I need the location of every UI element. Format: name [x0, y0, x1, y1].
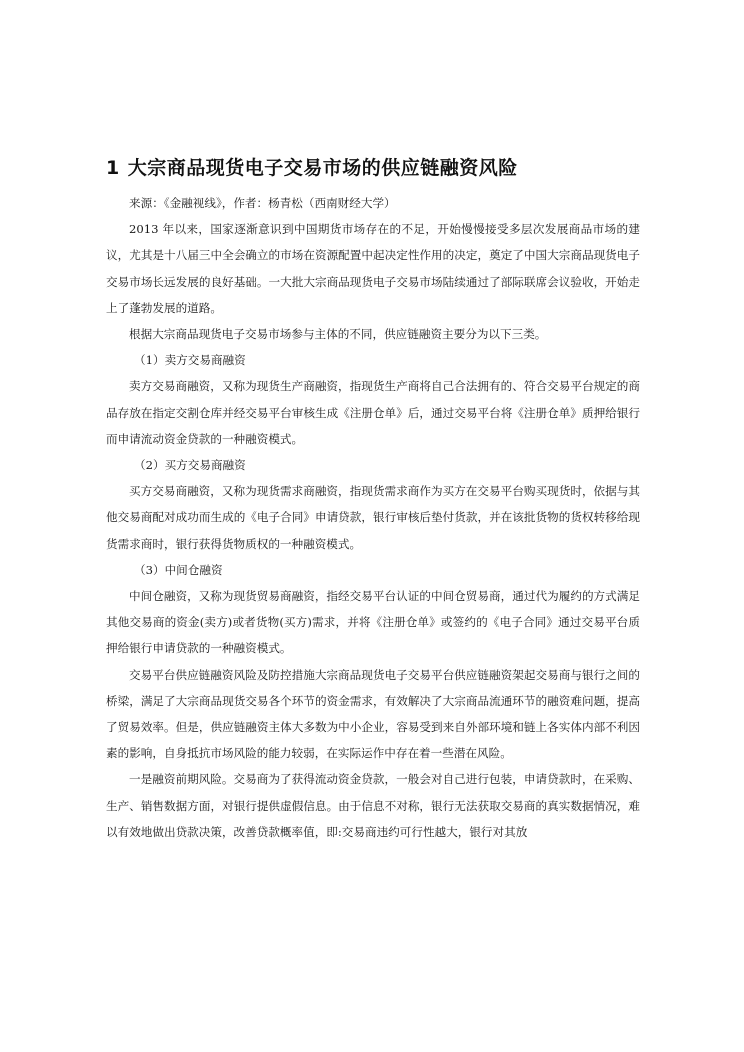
subheading-buyer-financing: （2）买方交易商融资: [134, 458, 246, 473]
paragraph-risk-overview: 交易平台供应链融资风险及防控措施大宗商品现货电子交易平台供应链融资架起交易商与银行之间的桥梁，满足了大宗商品现货交易各个环节的资金需求，有效解决了大宗商品流通环节的融资难问题，提高了贸易效率。但是，供应链融资主体大多数为中小企业，容易受到来自外部环境和链上各实体内部不利因素的影响，自身抵抗市场风险的能力较弱，在实际运作中存在着一些潜在风险。: [106, 667, 640, 761]
section-title: [106, 153, 666, 180]
paragraph-classification: 根据大宗商品现货电子交易市场参与主体的不同，供应链融资主要分为以下三类。: [129, 327, 547, 342]
paragraph-pre-financing-risk: 一是融资前期风险。交易商为了获得流动资金贷款，一般会对自己进行包装，申请贷款时，在采购、生产、销售数据方面，对银行提供虚假信息。由于信息不对称，银行无法获取交易商的真实数据情况，难以有效地做出贷款决策，改善贷款概率值，即:交易商违约可行性越大，银行对其放: [106, 772, 640, 839]
source-line: 来源：《金融视线》，作者：杨青松（西南财经大学）: [129, 196, 396, 210]
section-title-text: 大宗商品现货电子交易市场的供应链融资风险: [127, 157, 518, 179]
paragraph-seller-financing: 卖方交易商融资，又称为现货生产商融资，指现货生产商将自己合法拥有的、符合交易平台规定的商品存放在指定交割仓库并经交易平台审核生成《注册仓单》后，通过交易平台将《注册仓单》质押给银行而申请流动资金贷款的一种融资模式。: [106, 379, 640, 446]
paragraph-buyer-financing: 买方交易商融资，又称为现货需求商融资，指现货需求商作为买方在交易平台购买现货时，依据与其他交易商配对成功而生成的《电子合同》申请贷款，银行审核后垫付货款，并在该批货物的货权转移给现货需求商时，银行获得货物质权的一种融资模式。: [106, 484, 640, 551]
subheading-warehouse-financing: （3）中间仓融资: [134, 562, 223, 577]
section-number: 1: [106, 157, 120, 179]
subheading-seller-financing: （1）卖方交易商融资: [134, 353, 246, 368]
paragraph-intro: 2013 年以来，国家逐渐意识到中国期货市场存在的不足，开始慢慢接受多层次发展商品市场的建议，尤其是十八届三中全会确立的市场在资源配置中起决定性作用的决定，奠定了中国大宗商品现货电子交易市场长远发展的良好基础。一大批大宗商品现货电子交易市场陆续通过了部际联席会议验收，开始走上了蓬勃发展的道路。: [106, 222, 640, 315]
paragraph-warehouse-financing: 中间仓融资，又称为现货贸易商融资，指经交易平台认证的中间仓贸易商，通过代为履约的方式满足其他交易商的资金(卖方)或者货物(买方)需求，并将《注册仓单》或签约的《电子合同》通过交易平台质押给银行申请贷款的一种融资模式。: [106, 589, 640, 656]
document-body: [106, 190, 640, 845]
